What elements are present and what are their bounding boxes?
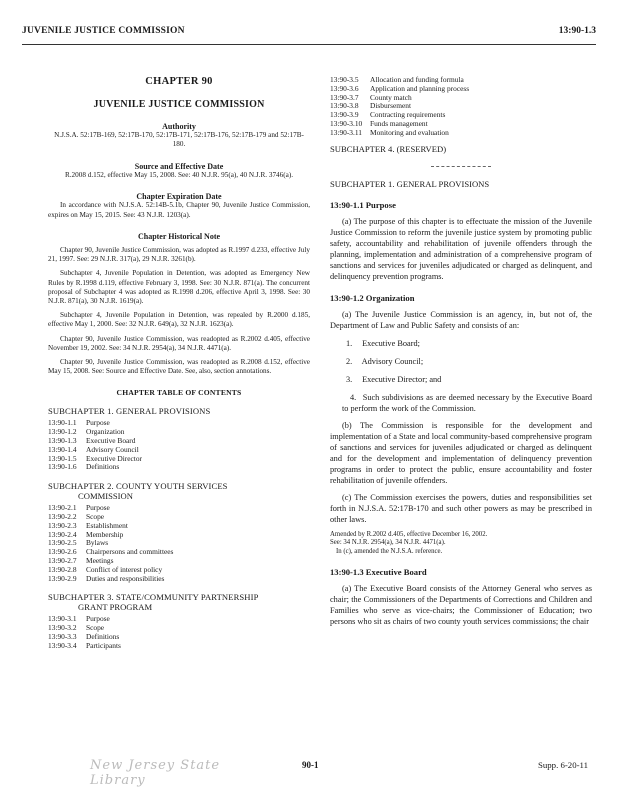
history-paragraph: Chapter 90, Juvenile Justice Commission, was readopted as R.2002 d.405, effective November 19, 2002. See: 34 N.J.R. 2954(a), 34 N.J.R. 4471(a). bbox=[48, 334, 310, 352]
amendment-note bbox=[330, 531, 592, 557]
toc-item-caption: Executive Board bbox=[86, 436, 136, 446]
amendment-line: In (c), amended the N.J.S.A. reference. bbox=[336, 547, 443, 555]
toc-item-caption: Disbursement bbox=[370, 101, 412, 111]
toc-item-number: 13:90-2.6 bbox=[48, 547, 77, 557]
toc-item-caption: Funds management bbox=[370, 118, 428, 128]
toc-item-caption: Bylaws bbox=[86, 538, 109, 548]
section-1-2-paragraph-a: (a) The Juvenile Justice Commission is an agency, in, but not of, the Department of Law and Public Safety and consists of an: bbox=[330, 309, 592, 330]
section-1-3-paragraph: (a) The Executive Board consists of the Attorney General who serves as chair; the Commissioners of the Departments of Corrections and Children and Families who serve as vice-chairs; the Commissioner of Education; two persons who sit as chairs of two county youth services commissions; the chair bbox=[330, 584, 592, 627]
running-header bbox=[22, 26, 596, 42]
toc-subchapter-3-list-cont bbox=[330, 76, 592, 138]
section-divider bbox=[431, 166, 491, 167]
subchapter-1-heading: SUBCHAPTER 1. GENERAL PROVISIONS bbox=[330, 178, 490, 189]
toc-item-caption: Advisory Council bbox=[86, 444, 139, 454]
toc-item-number: 13:90-1.4 bbox=[48, 444, 77, 454]
section-1-1-heading: 13:90-1.1 Purpose bbox=[330, 199, 396, 210]
section-1-2-paragraph-b: (b) The Commission is responsible for the development and implementation of a State and local community-based comprehensive program of sanctions and services for juveniles adjudicated or charged as delinquent and for the development and implementation of delinquency prevention programs in order to protect the public, ensure accountability and foster rehabilitation of juvenile offenders. bbox=[330, 420, 592, 485]
authority-text: N.J.S.A. 52:17B-169, 52:17B-170, 52:17B-171, 52:17B-176, 52:17B-179 and 52:17B-180. bbox=[54, 131, 304, 149]
list-item-text: Executive Director; and bbox=[362, 374, 442, 384]
toc-item-caption: Allocation and funding formula bbox=[370, 75, 464, 84]
list-item-text: Advisory Council; bbox=[361, 356, 424, 366]
library-watermark-logo: New Jersey State Library bbox=[90, 758, 221, 788]
toc-subchapter-3-title-cont: GRANT PROGRAM bbox=[78, 602, 153, 613]
list-item bbox=[330, 374, 592, 385]
toc-item-caption: Application and planning process bbox=[370, 83, 470, 93]
source-text: R.2008 d.152, effective May 15, 2008. See: 40 N.J.R. 95(a), 40 N.J.R. 3746(a). bbox=[64, 170, 294, 179]
toc-item-number: 13:90-3.7 bbox=[330, 92, 359, 102]
toc-heading: CHAPTER TABLE OF CONTENTS bbox=[116, 388, 242, 398]
toc-item-number: 13:90-2.8 bbox=[48, 564, 77, 574]
list-item-number: 1. bbox=[346, 338, 353, 348]
history-paragraph: Chapter 90, Juvenile Justice Commission, was adopted as R.1997 d.233, effective July 21, 1997. See: 29 N.J.R. 317(a), 29 N.J.R. 3261(b). bbox=[48, 246, 310, 264]
toc-subchapter-1-title: SUBCHAPTER 1. GENERAL PROVISIONS bbox=[48, 406, 211, 417]
toc-item-caption: Chairpersons and committees bbox=[86, 547, 174, 557]
toc-item[interactable] bbox=[330, 129, 592, 138]
toc-item-caption: Establishment bbox=[86, 520, 128, 530]
history-heading: Chapter Historical Note bbox=[137, 232, 221, 242]
section-1-2-heading: 13:90-1.2 Organization bbox=[330, 292, 415, 303]
expiration-text: In accordance with N.J.S.A. 52:14B-5.1b, Chapter 90, Juvenile Justice Commission, expires on May 15, 2015. See: 43 N.J.R. 1203(a). bbox=[48, 201, 310, 219]
toc-item-caption: Conflict of interest policy bbox=[86, 564, 163, 574]
toc-item-number: 13:90-2.3 bbox=[48, 520, 77, 530]
chapter-number: CHAPTER 90 bbox=[145, 76, 213, 87]
list-item bbox=[330, 392, 592, 414]
toc-item-number: 13:90-3.4 bbox=[48, 640, 77, 650]
toc-item[interactable] bbox=[48, 642, 310, 651]
toc-item-number: 13:90-1.6 bbox=[48, 462, 77, 472]
section-1-3-heading: 13:90-1.3 Executive Board bbox=[330, 567, 427, 578]
section-1-1-paragraph: (a) The purpose of this chapter is to effectuate the mission of the Juvenile Justice Commission to reform the juvenile justice system by promoting public safety, accountability and rehabilitation of juvenile offenders through the planning, implementation and administration of a comprehensive program of sanctions and services for juveniles adjudicated or charged as delinquent, and delinquency prevention programs. bbox=[330, 216, 592, 281]
toc-item-number: 13:90-3.6 bbox=[330, 83, 359, 93]
toc-item-caption: Scope bbox=[86, 623, 105, 633]
toc-subchapter-1-list bbox=[48, 419, 310, 472]
expiration-heading: Chapter Expiration Date bbox=[136, 192, 222, 202]
toc-item-number: 13:90-3.3 bbox=[48, 632, 77, 642]
toc-subchapter-2-title: SUBCHAPTER 2. COUNTY YOUTH SERVICES bbox=[48, 481, 228, 492]
toc-item-number: 13:90-3.5 bbox=[330, 75, 359, 84]
toc-item-number: 13:90-1.5 bbox=[48, 453, 77, 463]
toc-item-caption: Membership bbox=[86, 529, 124, 539]
toc-item-number: 13:90-1.3 bbox=[48, 436, 77, 446]
source-heading: Source and Effective Date bbox=[134, 161, 224, 171]
toc-item-number: 13:90-3.9 bbox=[330, 110, 359, 120]
list-item bbox=[330, 356, 592, 367]
toc-item-number: 13:90-2.7 bbox=[48, 556, 77, 566]
history-paragraph: Chapter 90, Juvenile Justice Commission, was readopted as R.2008 d.152, effective May 15, 2008. See: Source and Effective Date. See, also, section annotations. bbox=[48, 358, 310, 376]
history-paragraph: Subchapter 4, Juvenile Population in Detention, was adopted as Emergency New Rules by R.1998 d.119, effective February 3, 1998. See: 30 N.J.R. 871(a). The concurrent proposal of Subchapter 4 was adopted as R.1998 d.206, effective April 3, 1998. See: 30 N.J.R. 871(a), 30 N.J.R. 1619(a). bbox=[48, 269, 310, 306]
list-item-number: 4. bbox=[350, 392, 357, 402]
amendment-line: Amended by R.2002 d.405, effective December 16, 2002. bbox=[330, 530, 488, 538]
section-1-2-paragraph-c: (c) The Commission exercises the powers, duties and responsibilities set forth in N.J.S.A. 52:17B-170 and such other powers as may be prescribed in other laws. bbox=[330, 492, 592, 524]
toc-item-caption: Duties and responsibilities bbox=[86, 573, 165, 583]
page-number: 90-1 bbox=[302, 760, 319, 770]
header-section: 13:90-1.3 bbox=[558, 26, 596, 36]
chapter-name: JUVENILE JUSTICE COMMISSION bbox=[93, 99, 265, 110]
left-column bbox=[48, 54, 310, 651]
list-item-text: Executive Board; bbox=[362, 338, 420, 348]
toc-item-caption: Purpose bbox=[86, 614, 110, 624]
toc-item-caption: Executive Director bbox=[86, 453, 143, 463]
toc-item-number: 13:90-2.4 bbox=[48, 529, 77, 539]
toc-item-number: 13:90-2.9 bbox=[48, 573, 77, 583]
toc-item-number: 13:90-1.2 bbox=[48, 427, 77, 437]
toc-item-caption: Purpose bbox=[86, 503, 110, 513]
toc-item-caption: County match bbox=[370, 92, 412, 102]
right-column bbox=[330, 54, 592, 627]
toc-item-caption: Monitoring and evaluation bbox=[370, 127, 449, 137]
toc-item-number: 13:90-2.2 bbox=[48, 512, 77, 522]
toc-subchapter-4-title: SUBCHAPTER 4. (RESERVED) bbox=[330, 143, 447, 154]
authority-heading: Authority bbox=[162, 122, 196, 131]
toc-item-caption: Scope bbox=[86, 512, 105, 522]
toc-item-caption: Meetings bbox=[86, 556, 114, 566]
header-title: JUVENILE JUSTICE COMMISSION bbox=[22, 26, 185, 36]
toc-subchapter-3-list bbox=[48, 615, 310, 650]
toc-item-number: 13:90-3.11 bbox=[330, 127, 362, 137]
list-item-text: Such subdivisions as are deemed necessary by the Executive Board to perform the work of the Commission. bbox=[342, 392, 592, 413]
toc-item-caption: Organization bbox=[86, 427, 125, 437]
toc-item-caption: Participants bbox=[86, 640, 121, 650]
header-rule bbox=[22, 44, 596, 45]
amendment-line: See: 34 N.J.R. 2954(a), 34 N.J.R. 4471(a). bbox=[330, 539, 446, 547]
supplement-date: Supp. 6-20-11 bbox=[537, 760, 588, 770]
list-item-number: 3. bbox=[346, 374, 353, 384]
toc-item-caption: Contracting requirements bbox=[370, 110, 446, 120]
toc-item-caption: Purpose bbox=[86, 418, 110, 428]
toc-item-number: 13:90-3.1 bbox=[48, 614, 77, 624]
toc-subchapter-3-title: SUBCHAPTER 3. STATE/COMMUNITY PARTNERSHIP bbox=[48, 592, 259, 603]
toc-item-number: 13:90-2.1 bbox=[48, 503, 77, 513]
toc-subchapter-2-list bbox=[48, 504, 310, 583]
toc-item-number: 13:90-2.5 bbox=[48, 538, 77, 548]
list-item-number: 2. bbox=[346, 356, 353, 366]
toc-item[interactable] bbox=[48, 463, 310, 472]
toc-item-number: 13:90-3.10 bbox=[330, 118, 363, 128]
toc-item-number: 13:90-3.2 bbox=[48, 623, 77, 633]
toc-item-number: 13:90-3.8 bbox=[330, 101, 359, 111]
toc-item-caption: Definitions bbox=[86, 632, 120, 642]
toc-item-caption: Definitions bbox=[86, 462, 120, 472]
toc-subchapter-2-title-cont: COMMISSION bbox=[78, 491, 133, 502]
list-item bbox=[330, 338, 592, 349]
toc-item-number: 13:90-1.1 bbox=[48, 418, 77, 428]
history-paragraph: Subchapter 4, Juvenile Population in Detention, was repealed by R.2000 d.185, effective May 1, 2000. See: 32 N.J.R. 649(a), 32 N.J.R. 1623(a). bbox=[48, 311, 310, 329]
toc-item[interactable] bbox=[48, 575, 310, 584]
